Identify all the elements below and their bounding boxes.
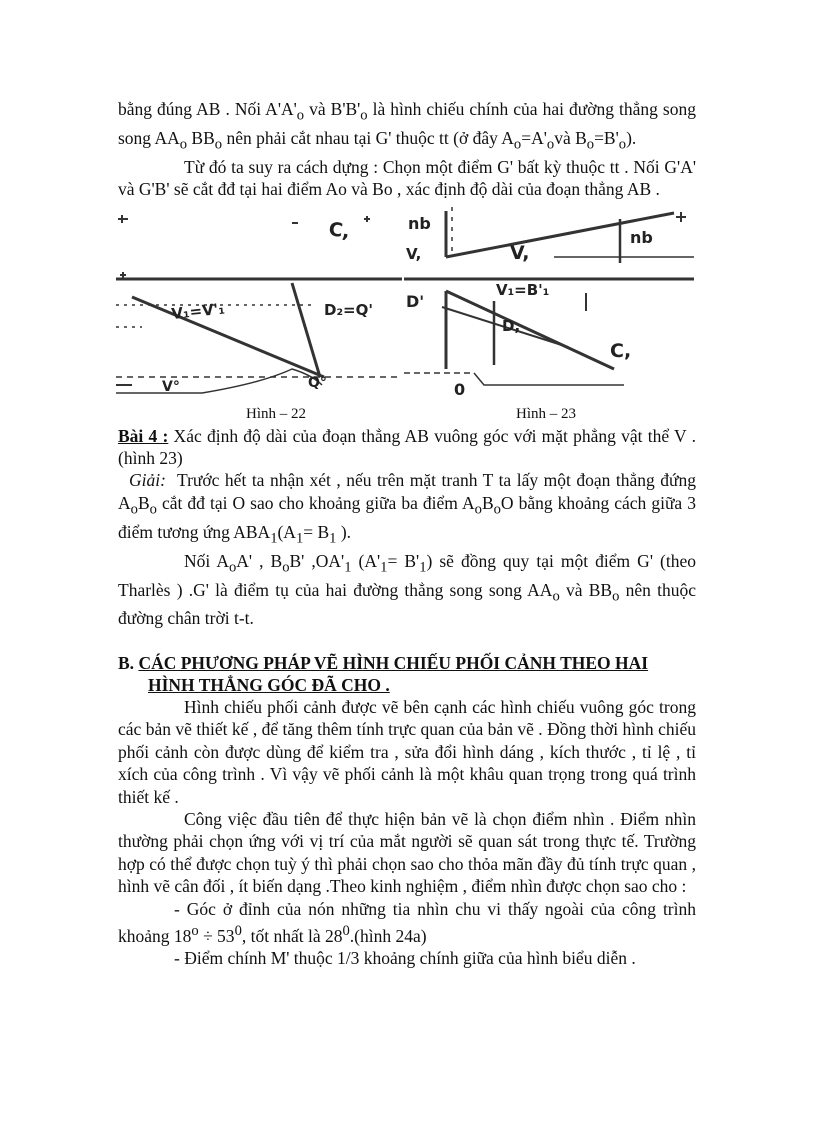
giai-label: Giải:	[129, 470, 166, 491]
paragraph-9: - Điểm chính M' thuộc 1/3 khoảng chính giữa của hình biểu diễn .	[174, 948, 636, 969]
giai-paragraph: Giải: Trước hết ta nhận xét , nếu trên mặt tranh T ta lấy một đoạn thẳng đứng $A_oB_o$ cắt đđ tại O sao cho khoảng giữa ba điểm $A_oB_oO$ bằng khoảng cách giữa 3 điểm tương ứng $ABA_1(A_1= B_1$ ).	[118, 470, 696, 547]
fig22-label-b0: Q°	[308, 374, 327, 391]
fig23-label-dd: V₁=B'₁	[496, 280, 550, 299]
caption-figure-22: Hình – 22	[246, 405, 306, 422]
page-content	[118, 98, 696, 970]
fig22-label-c1: C,	[327, 217, 352, 243]
paragraph-1: bằng đúng AB . Nối $A'A'_o$ và $B'B'_o$ là hình chiếu chính của hai đường thẳng song song $AA_o$ $BB_o$ nên phải cắt nhau tại G' thuộc tt (ở đây $A_o=A'_ovà$ $B_o=B'_o$).	[118, 99, 696, 153]
fig23-label-c: C,	[610, 339, 632, 362]
paragraph-6: Hình chiếu phối cảnh được vẽ bên cạnh các hình chiếu vuông góc trong các bản vẽ thiết kế , để tăng thêm tính trực quan của bản vẽ . Đồng thời hình chiếu phối cảnh còn được dùng để kiểm tra , sửa đổi hình dáng , kích thước , tỉ lệ , tỉ xích của công trình . Vì vậy vẽ phối cảnh là một khâu quan trọng trong quá trình thiết kế .	[118, 696, 696, 807]
paragraph-2: Từ đó ta suy ra cách dựng : Chọn một điểm G' bất kỳ thuộc tt . Nối G'A' và G'B' sẽ cắt đđ tại hai điểm Ao và Bo , xác định độ dài của đoạn thẳng AB .	[118, 156, 696, 200]
captions-row	[118, 403, 696, 425]
fig22-label-a0: V°	[162, 378, 180, 395]
section-letter: B.	[118, 652, 135, 673]
section-title-line1: CÁC PHƯƠNG PHÁP VẼ HÌNH CHIẾU PHỐI CẢNH THEO HAI	[138, 652, 649, 673]
bai4-text: Xác định độ dài của đoạn thẳng AB vuông góc với mặt phẳng vật thể V .(hình 23)	[118, 425, 696, 469]
section-b-heading	[118, 652, 696, 696]
fig22-label-b: D₂=Q'	[324, 300, 373, 319]
fig22-label-a: V₁=V'₁	[170, 299, 226, 323]
figures-row	[118, 207, 696, 403]
paragraph-7: Công việc đầu tiên để thực hiện bản vẽ là chọn điểm nhìn . Điểm nhìn thường phải chọn ứng với vị trí của mắt người sẽ quan sát trong thực tế. Trường hợp có thể được chọn tuỳ ý thì phải chọn sao cho thỏa mãn đầy đủ tính trực quan , hình vẽ cân đối , ít biến dạng .Theo kinh nghiệm , điểm nhìn được chọn sao cho :	[118, 808, 696, 897]
bai4-paragraph	[118, 425, 696, 470]
fig23-label-v: V,	[406, 244, 422, 263]
paragraph-8: - Góc ở đỉnh của nón những tia nhìn chu vi thấy ngoài của công trình khoảng $18^o \div 53^0$, tốt nhất là $28^0.(hình$ 24a)	[118, 898, 696, 946]
fig23-label-nb: nb	[408, 213, 431, 233]
bai4-label: Bài 4 :	[118, 425, 169, 446]
fig23-label-nb2: nb	[630, 227, 653, 247]
fig23-label-vv: V,	[510, 241, 530, 264]
paragraph-5: Nối $A_oA'$ , $B_oB'$ $,OA'_1$ $(A'_1= B'_1)$ sẽ đồng quy tại một điểm G' (theo Tharlès ) .G' là điểm tụ của hai đường thẳng song song $AA_o$ và $BB_o$ nên thuộc đường chân trời t-t.	[118, 550, 696, 629]
caption-figure-23: Hình – 23	[516, 405, 576, 422]
fig23-label-b: D,	[502, 316, 521, 335]
figure-23	[404, 207, 694, 403]
fig23-label-o: 0	[454, 379, 466, 399]
section-title-line2: HÌNH THẲNG GÓC ĐÃ CHO .	[148, 674, 390, 695]
figure-22	[112, 207, 402, 403]
fig23-label-d: D'	[406, 291, 425, 311]
